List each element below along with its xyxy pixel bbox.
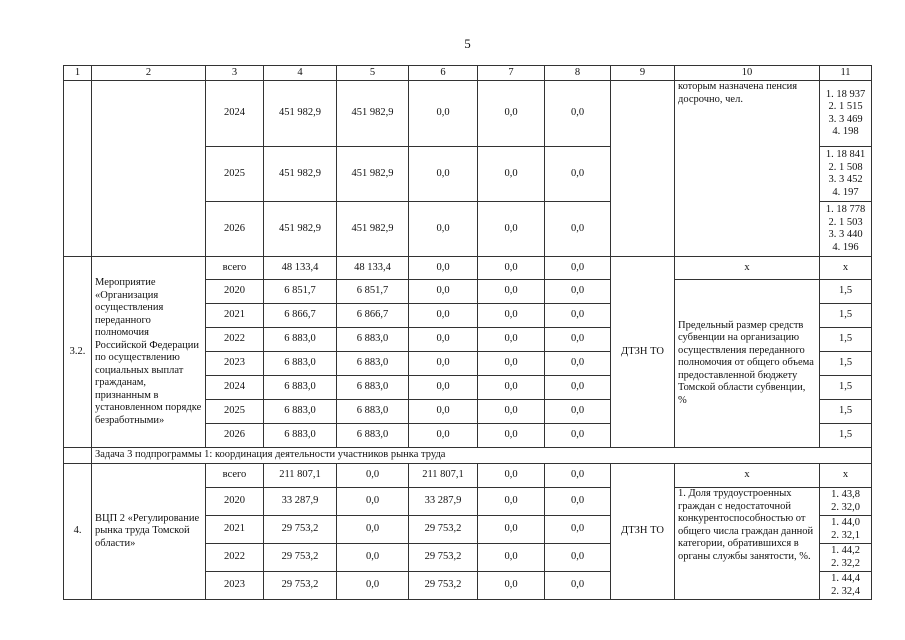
value-cell: 451 982,9	[337, 202, 409, 257]
item-name-cell	[92, 81, 206, 257]
value-cell: 33 287,9	[264, 488, 337, 516]
value-cell: 451 982,9	[264, 147, 337, 202]
value-cell: 0,0	[478, 81, 545, 147]
indicator-value-cell: х	[820, 257, 872, 280]
year-cell: 2026	[206, 424, 264, 448]
indicator-value-cell: 1. 43,8 2. 32,0	[820, 488, 872, 516]
indicator-value-cell: 1,5	[820, 304, 872, 328]
value-cell: 0,0	[478, 304, 545, 328]
value-cell: 6 866,7	[337, 304, 409, 328]
col-num-1: 1	[64, 66, 92, 81]
value-cell: 451 982,9	[264, 81, 337, 147]
indicator-value-cell: 1. 44,2 2. 32,2	[820, 544, 872, 572]
year-cell: 2021	[206, 516, 264, 544]
indicator-value-cell: х	[820, 464, 872, 488]
year-cell: 2024	[206, 376, 264, 400]
value-cell: 6 883,0	[264, 376, 337, 400]
value-cell: 451 982,9	[337, 81, 409, 147]
item-number-cell: 3.2.	[64, 257, 92, 448]
value-cell: 0,0	[409, 280, 478, 304]
column-number-row	[64, 66, 872, 81]
program-table	[63, 65, 872, 600]
value-cell: 0,0	[545, 147, 611, 202]
year-cell: 2023	[206, 572, 264, 600]
year-cell: 2022	[206, 544, 264, 572]
year-cell: 2021	[206, 304, 264, 328]
value-cell: 211 807,1	[264, 464, 337, 488]
value-cell: 0,0	[545, 352, 611, 376]
col-num-10: 10	[675, 66, 820, 81]
table-row	[64, 257, 872, 280]
value-cell: 0,0	[478, 376, 545, 400]
year-cell: 2025	[206, 400, 264, 424]
value-cell: 0,0	[478, 572, 545, 600]
value-cell: 29 753,2	[409, 572, 478, 600]
value-cell: 29 753,2	[409, 544, 478, 572]
col-num-11: 11	[820, 66, 872, 81]
col-num-8: 8	[545, 66, 611, 81]
value-cell: 6 883,0	[337, 328, 409, 352]
value-cell: 0,0	[545, 488, 611, 516]
value-cell: 0,0	[409, 328, 478, 352]
value-cell: 0,0	[409, 147, 478, 202]
indicator-value-cell: 1,5	[820, 280, 872, 304]
value-cell: 0,0	[478, 280, 545, 304]
value-cell: 0,0	[337, 572, 409, 600]
year-cell: 2020	[206, 488, 264, 516]
value-cell: 0,0	[545, 572, 611, 600]
year-cell: 2020	[206, 280, 264, 304]
executor-cell: ДТЗН ТО	[611, 464, 675, 600]
value-cell: 6 883,0	[337, 424, 409, 448]
value-cell: 0,0	[545, 202, 611, 257]
indicator-cell: Предельный размер средств субвенции на организацию осуществления переданного полномочия от общего объема предоставленной бюджету Томской области субвенции, %	[675, 280, 820, 448]
value-cell: 29 753,2	[264, 516, 337, 544]
year-cell: 2023	[206, 352, 264, 376]
value-cell: 0,0	[478, 147, 545, 202]
value-cell: 0,0	[478, 202, 545, 257]
value-cell: 211 807,1	[409, 464, 478, 488]
value-cell: 6 883,0	[337, 400, 409, 424]
value-cell: 0,0	[409, 202, 478, 257]
item-number-cell	[64, 81, 92, 257]
value-cell: 6 883,0	[264, 328, 337, 352]
value-cell: 0,0	[478, 424, 545, 448]
value-cell: 6 883,0	[337, 376, 409, 400]
value-cell: 0,0	[409, 376, 478, 400]
task-heading-row	[64, 448, 872, 464]
value-cell: 48 133,4	[264, 257, 337, 280]
indicator-value-cell: 1. 18 778 2. 1 503 3. 3 440 4. 196	[820, 202, 872, 257]
value-cell: 0,0	[409, 81, 478, 147]
col-num-6: 6	[409, 66, 478, 81]
value-cell: 6 883,0	[264, 400, 337, 424]
value-cell: 0,0	[478, 464, 545, 488]
col-num-2: 2	[92, 66, 206, 81]
table-row	[64, 81, 872, 147]
value-cell: 0,0	[545, 328, 611, 352]
value-cell: 451 982,9	[337, 147, 409, 202]
value-cell: 0,0	[337, 488, 409, 516]
value-cell: 0,0	[478, 328, 545, 352]
value-cell: 0,0	[545, 257, 611, 280]
value-cell: 0,0	[478, 257, 545, 280]
indicator-cell: х	[675, 257, 820, 280]
value-cell: 0,0	[478, 400, 545, 424]
value-cell: 0,0	[478, 488, 545, 516]
item-number-cell: 4.	[64, 464, 92, 600]
value-cell: 0,0	[545, 544, 611, 572]
table-row	[64, 464, 872, 488]
value-cell: 29 753,2	[409, 516, 478, 544]
value-cell: 451 982,9	[264, 202, 337, 257]
col-num-3: 3	[206, 66, 264, 81]
page-number: 5	[464, 36, 471, 51]
value-cell: 0,0	[545, 280, 611, 304]
value-cell: 0,0	[337, 544, 409, 572]
value-cell: 6 883,0	[264, 424, 337, 448]
value-cell: 0,0	[409, 257, 478, 280]
value-cell: 48 133,4	[337, 257, 409, 280]
indicator-value-cell: 1. 18 841 2. 1 508 3. 3 452 4. 197	[820, 147, 872, 202]
indicator-cell: которым назначена пенсия досрочно, чел.	[675, 81, 820, 257]
indicator-value-cell: 1,5	[820, 424, 872, 448]
value-cell: 0,0	[545, 81, 611, 147]
year-cell: 2024	[206, 81, 264, 147]
col-num-7: 7	[478, 66, 545, 81]
value-cell: 0,0	[545, 424, 611, 448]
value-cell: 6 883,0	[264, 352, 337, 376]
item-name-cell: ВЦП 2 «Регулирование рынка труда Томской области»	[92, 464, 206, 600]
executor-cell: ДТЗН ТО	[611, 257, 675, 448]
col-num-9: 9	[611, 66, 675, 81]
task-heading: Задача 3 подпрограммы 1: координация деятельности участников рынка труда	[92, 448, 872, 464]
year-cell: всего	[206, 257, 264, 280]
task-number-cell	[64, 448, 92, 464]
year-cell: 2022	[206, 328, 264, 352]
value-cell: 33 287,9	[409, 488, 478, 516]
value-cell: 0,0	[478, 544, 545, 572]
value-cell: 0,0	[478, 352, 545, 376]
indicator-value-cell: 1,5	[820, 352, 872, 376]
indicator-cell: 1. Доля трудоустроенных граждан с недостаточной конкурентоспособностью от общего числа граждан данной категории, обратившихся в органы службы занятости, %.	[675, 488, 820, 600]
year-cell: 2025	[206, 147, 264, 202]
value-cell: 0,0	[409, 352, 478, 376]
value-cell: 0,0	[409, 304, 478, 328]
value-cell: 6 866,7	[264, 304, 337, 328]
value-cell: 29 753,2	[264, 544, 337, 572]
indicator-cell: х	[675, 464, 820, 488]
col-num-5: 5	[337, 66, 409, 81]
value-cell: 6 883,0	[337, 352, 409, 376]
value-cell: 0,0	[337, 464, 409, 488]
value-cell: 0,0	[545, 376, 611, 400]
value-cell: 6 851,7	[337, 280, 409, 304]
value-cell: 29 753,2	[264, 572, 337, 600]
value-cell: 0,0	[545, 400, 611, 424]
year-cell: 2026	[206, 202, 264, 257]
indicator-value-cell: 1. 18 937 2. 1 515 3. 3 469 4. 198	[820, 81, 872, 147]
col-num-4: 4	[264, 66, 337, 81]
item-name-cell: Мероприятие «Организация осуществления переданного полномочия Российской Федерации по осуществлению социальных выплат гражданам, признанным в установленном порядке безработными»	[92, 257, 206, 448]
indicator-value-cell: 1,5	[820, 400, 872, 424]
value-cell: 0,0	[478, 516, 545, 544]
value-cell: 0,0	[545, 464, 611, 488]
indicator-value-cell: 1. 44,0 2. 32,1	[820, 516, 872, 544]
executor-cell	[611, 81, 675, 257]
value-cell: 0,0	[545, 304, 611, 328]
indicator-value-cell: 1,5	[820, 328, 872, 352]
value-cell: 0,0	[337, 516, 409, 544]
indicator-value-cell: 1,5	[820, 376, 872, 400]
value-cell: 0,0	[409, 424, 478, 448]
value-cell: 0,0	[545, 516, 611, 544]
value-cell: 0,0	[409, 400, 478, 424]
year-cell: всего	[206, 464, 264, 488]
indicator-value-cell: 1. 44,4 2. 32,4	[820, 572, 872, 600]
value-cell: 6 851,7	[264, 280, 337, 304]
